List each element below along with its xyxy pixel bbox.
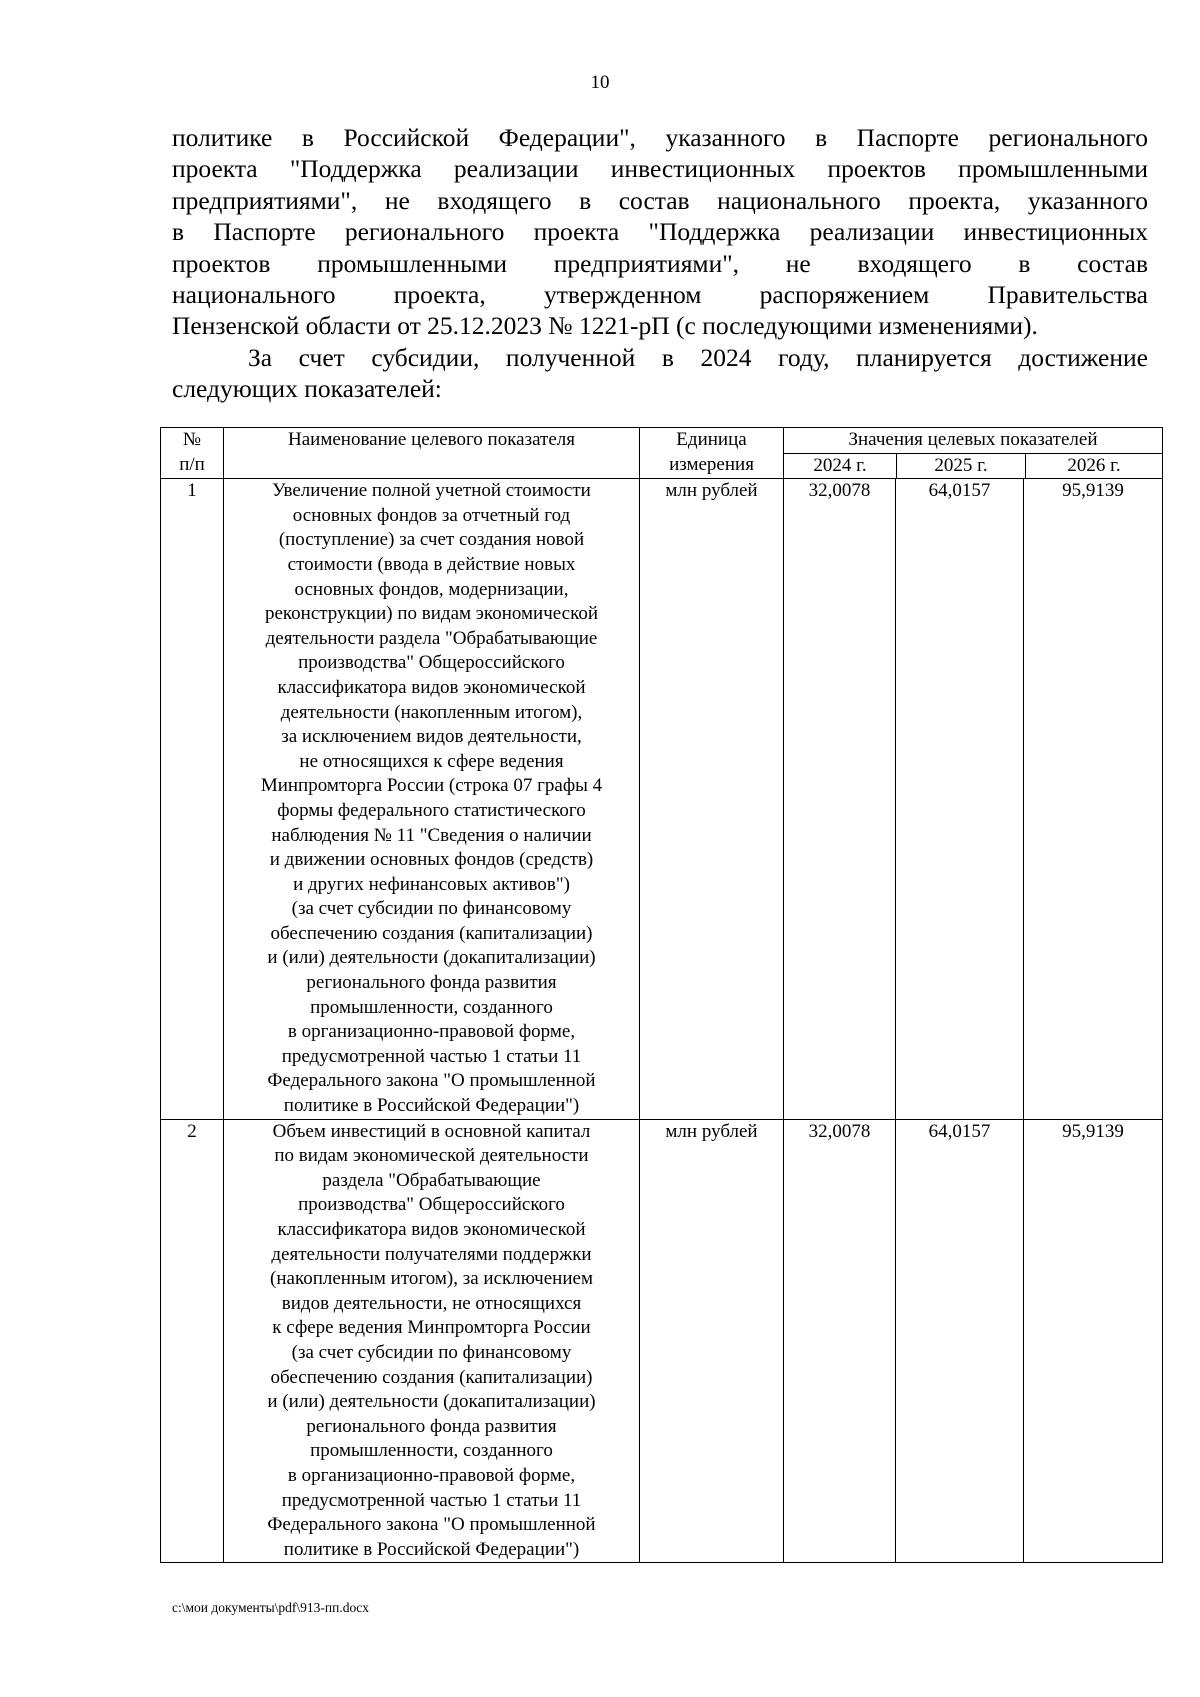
indicator-name-line: основных фондов за отчетный год [292,504,571,526]
page-number: 10 [590,72,610,93]
row-num: 2 [161,1119,224,1563]
indicator-name-line: (за счет субсидии по финансовому [291,898,572,920]
header-year-2026: 2026 г. [1067,454,1121,476]
header-values-title: Значения целевых показателей [784,428,1162,454]
row-unit: млн рублей [640,479,784,1119]
row-indicator-name [224,479,640,1119]
indicator-name-line: к сфере ведения Минпромторга России [272,1317,591,1339]
row-value-2026: 95,9139 [1024,1119,1163,1563]
paragraph-line: За счет субсидии, полученной в 2024 году, планируется достижение [248,342,1148,372]
indicator-name-line: Объем инвестиций в основной капитал [272,1120,591,1142]
indicator-name-line: основных фондов, модернизации, [294,578,569,600]
paragraph-line: национального проекта, утвержденном распоряжением Правительства [172,280,1148,310]
indicator-name-line: стоимости (ввода в действие новых [287,553,576,575]
indicator-name-line: обеспечению создания (капитализации) [270,1366,593,1388]
row-indicator-name [224,1119,640,1563]
indicator-name-line: реконструкции) по видам экономической [264,603,599,625]
paragraph-line: проектов промышленными предприятиями", не входящего в состав [172,248,1148,278]
indicator-name-line: Увеличение полной учетной стоимости [272,480,591,502]
row-value-2024: 32,0078 [784,1119,896,1563]
indicator-name-line: промышленности, созданного [310,1440,553,1462]
indicator-name-line: предусмотренной частью 1 статьи 11 [281,1045,582,1067]
indicator-name-line: регионального фонда развития [306,972,557,994]
indicator-name-line: и (или) деятельности (докапитализации) [267,947,596,969]
indicator-name-line: деятельности (накопленным итогом), [280,701,583,723]
header-year-2025: 2025 г. [897,454,1026,479]
header-num-line1: № [182,429,202,450]
paragraph-line: Пензенской области от 25.12.2023 № 1221-рП (с последующими изменениями). [172,311,1038,341]
indicator-name-line: Федерального закона "О промышленной [267,1514,596,1536]
indicator-name-line: за исключением видов деятельности, [281,726,582,748]
indicator-name-line: не относящихся к сфере ведения [299,750,564,772]
row-unit: млн рублей [640,1119,784,1563]
indicator-name-line: деятельности раздела "Обрабатывающие [265,627,598,649]
indicator-name-line: производства" Общероссийского [298,652,565,674]
indicator-name-line: видов деятельности, не относящихся [281,1292,582,1314]
indicator-name-line: в организационно-правовой форме, [287,1021,576,1043]
indicator-name-line: политике в Российской Федерации") [283,1538,580,1560]
table-row [161,1119,1163,1563]
body-text [172,122,1148,405]
indicator-name-line: (за счет субсидии по финансовому [291,1341,572,1363]
row-value-2025: 64,0157 [896,1119,1024,1563]
indicator-name-line: формы федерального статистического [277,799,586,821]
indicator-name-line: Минпромторга России (строка 07 графы 4 [260,775,603,797]
indicator-name-line: раздела "Обрабатывающие [322,1169,541,1191]
header-num-line2: п/п [179,453,205,475]
indicator-name-line: обеспечению создания (капитализации) [270,922,593,944]
paragraph-line: политике в Российской Федерации", указанного в Паспорте регионального [172,123,1148,152]
indicator-name-line: (накопленным итогом), за исключением [270,1268,593,1290]
header-years [784,454,1162,479]
header-name: Наименование целевого показателя [224,428,640,479]
header-unit-line2: измерения [669,453,754,475]
indicator-name-line: по видам экономической деятельности [274,1145,589,1167]
indicator-name-line: и других нефинансовых активов") [293,873,570,895]
header-num [161,428,224,479]
row-value-2024: 32,0078 [784,479,896,1119]
indicator-name-line: деятельности получателями поддержки [271,1243,592,1265]
paragraph-line: в Паспорте регионального проекта "Поддержка реализации инвестиционных [172,217,1148,247]
table-header-row [161,428,1163,479]
indicator-name-line: и (или) деятельности (докапитализации) [267,1391,596,1413]
indicator-name-line: политике в Российской Федерации") [283,1095,580,1117]
paragraph-line: проекта "Поддержка реализации инвестиционных проектов промышленными [172,154,1148,184]
indicator-name-line: Федерального закона "О промышленной [267,1070,596,1092]
row-value-2025: 64,0157 [896,479,1024,1119]
indicator-name-line: регионального фонда развития [306,1415,557,1437]
indicator-name-line: классификатора видов экономической [277,1219,586,1240]
paragraph-line: следующих показателей: [172,374,442,404]
row-value-2026: 95,9139 [1024,479,1163,1119]
table-row [161,479,1163,1119]
indicator-name-line: (поступление) за счет создания новой [278,529,585,551]
header-year-2024: 2024 г. [784,454,897,479]
header-unit-line1: Единица [676,429,747,450]
indicator-name-line: классификатора видов экономической [277,676,586,698]
indicator-name-line: наблюдения № 11 "Сведения о наличии [271,824,592,846]
paragraph-line: предприятиями", не входящего в состав национального проекта, указанного [172,185,1148,215]
indicator-name-line: промышленности, созданного [310,996,553,1018]
indicator-name-line: производства" Общероссийского [298,1194,565,1216]
row-num: 1 [161,479,224,1119]
indicator-name-line: предусмотренной частью 1 статьи 11 [281,1489,582,1511]
header-unit [640,428,784,479]
indicators-table [160,427,1163,1563]
indicator-name-line: и движении основных фондов (средств) [269,849,594,871]
header-values-group [784,428,1163,479]
indicator-name-line: в организационно-правовой форме, [287,1464,576,1486]
footer-file-path: c:\мои документы\pdf\913-пп.docx [172,1600,369,1615]
